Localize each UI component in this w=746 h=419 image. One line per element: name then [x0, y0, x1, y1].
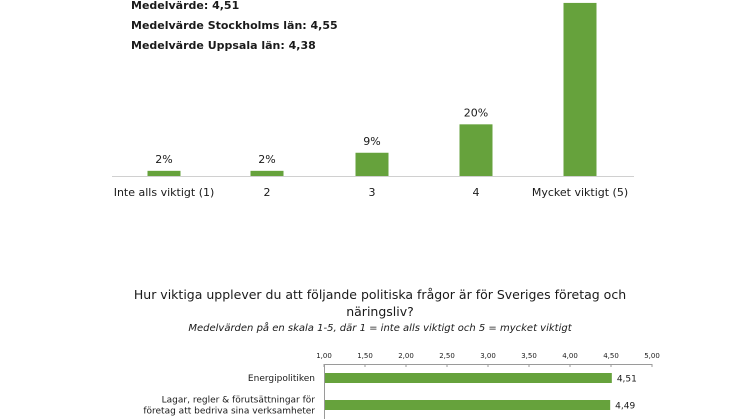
- bar: [325, 373, 612, 383]
- tick-label: 1,50: [357, 352, 373, 360]
- data-label: 9%: [363, 134, 381, 148]
- tick-label: 2,50: [439, 352, 455, 360]
- category-label: Lagar, regler & förutsättningar för: [161, 395, 315, 406]
- data-label: 4,51: [616, 374, 637, 385]
- bar: [148, 171, 181, 176]
- mean-annotation: Medelvärde Stockholms län: 4,55: [131, 19, 338, 32]
- data-label: 2%: [155, 152, 173, 166]
- category-label: 3: [368, 186, 376, 199]
- tick-label: 4,00: [562, 352, 578, 360]
- bar: [564, 3, 597, 176]
- tick-label: 2,00: [398, 352, 414, 360]
- tick-label: 3,50: [521, 352, 537, 360]
- mean-annotation: Medelvärde Uppsala län: 4,38: [131, 39, 316, 52]
- category-label: Energipolitiken: [247, 374, 315, 384]
- data-label: 2%: [258, 152, 276, 166]
- bar: [325, 400, 610, 410]
- mean-annotation: Medelvärde: 4,51: [131, 0, 240, 12]
- data-label: 20%: [463, 106, 489, 120]
- category-label: företag att bedriva sina verksamheter: [143, 406, 315, 417]
- tick-label: 5,00: [644, 352, 660, 360]
- tick-label: 1,00: [316, 352, 332, 360]
- chart2-title: Hur viktiga upplever du att följande politiska frågor är för Sveriges företag och näringsliv?: [133, 287, 627, 319]
- bar: [460, 124, 493, 176]
- bar: [356, 153, 389, 176]
- bar: [251, 171, 284, 176]
- category-label: Mycket viktigt (5): [531, 186, 629, 199]
- data-label: 4,49: [615, 401, 636, 412]
- tick-label: 3,00: [480, 352, 496, 360]
- category-label: Inte alls viktigt (1): [113, 186, 215, 199]
- tick-label: 4,50: [603, 352, 619, 360]
- category-label: 4: [472, 186, 480, 199]
- chart2-subtitle: Medelvärden på en skala 1-5, där 1 = inte alls viktigt och 5 = mycket viktigt: [188, 323, 572, 334]
- category-label: 2: [263, 186, 271, 199]
